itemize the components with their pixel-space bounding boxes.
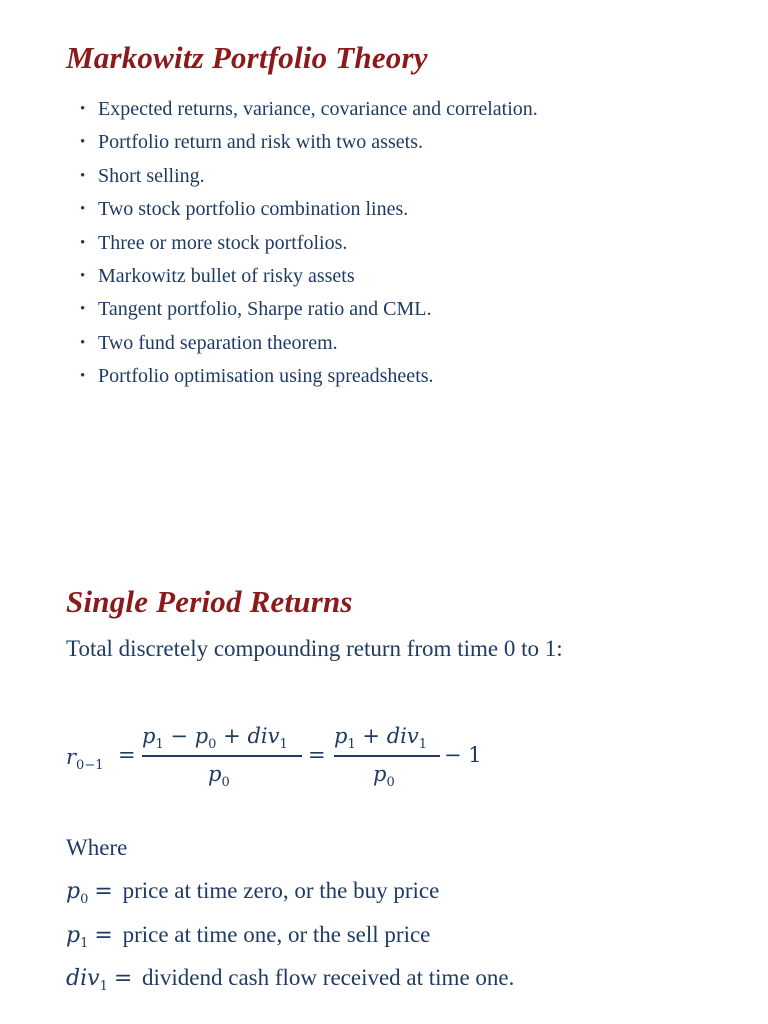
fraction-2-numerator: $p_1 + div_1$ — [334, 724, 428, 752]
equation-tail: − 1 — [444, 743, 482, 767]
bullet-icon: • — [80, 267, 86, 284]
list-item-text: Tangent portfolio, Sharpe ratio and CML. — [98, 298, 432, 321]
lead-paragraph: Total discretely compounding return from time 0 to 1: — [66, 636, 563, 661]
definition-equals: = — [94, 923, 113, 948]
list-item — [80, 327, 538, 360]
bullet-icon: • — [80, 201, 86, 218]
definition-symbol: $p_1$ — [66, 923, 89, 951]
definition-p1 — [66, 922, 430, 951]
list-item-text: Portfolio return and risk with two assets. — [98, 131, 423, 154]
definition-symbol: $p_0$ — [66, 879, 89, 907]
definition-text: price at time one, or the sell price — [122, 922, 431, 947]
fraction-1-denominator: $p_0$ — [208, 762, 230, 790]
bullet-icon: • — [80, 134, 86, 151]
equals-sign: = — [118, 743, 136, 767]
section-title-single-period-returns: Single Period Returns — [66, 584, 353, 619]
list-item-text: Markowitz bullet of risky assets — [98, 264, 355, 287]
list-item — [80, 260, 538, 293]
bullet-icon: • — [80, 334, 86, 351]
list-item — [80, 360, 538, 393]
list-item — [80, 93, 538, 126]
definition-p0 — [66, 878, 439, 907]
fraction-2-denominator: $p_0$ — [373, 762, 395, 790]
list-item — [80, 160, 538, 193]
list-item-text: Portfolio optimisation using spreadsheets. — [98, 365, 434, 388]
list-item-text: Two stock portfolio combination lines. — [98, 198, 409, 221]
topic-bullet-list — [80, 93, 538, 394]
list-item-text: Two fund separation theorem. — [98, 331, 338, 354]
return-equation — [62, 720, 522, 800]
section-title-markowitz: Markowitz Portfolio Theory — [66, 40, 428, 75]
list-item-text: Three or more stock portfolios. — [98, 231, 348, 254]
fraction-2-bar — [334, 755, 440, 757]
definition-text: dividend cash flow received at time one. — [142, 965, 515, 990]
equation-lhs: $r_{0-1}$ — [66, 745, 104, 773]
definition-div1 — [66, 965, 514, 994]
definition-equals: = — [94, 879, 113, 904]
list-item — [80, 227, 538, 260]
bullet-icon: • — [80, 167, 86, 184]
list-item — [80, 293, 538, 326]
bullet-icon: • — [80, 301, 86, 318]
list-item — [80, 193, 538, 226]
bullet-icon: • — [80, 234, 86, 251]
definition-text: price at time zero, or the buy price — [122, 878, 440, 903]
definition-equals: = — [113, 966, 133, 991]
where-label: Where — [66, 835, 128, 860]
definition-symbol: div$_1$ — [66, 966, 108, 994]
fraction-1-bar — [142, 755, 302, 757]
fraction-1-numerator: $p_1 - p_0 + div_1$ — [142, 724, 288, 752]
equals-sign: = — [308, 743, 326, 767]
list-item-text: Short selling. — [98, 164, 205, 187]
list-item — [80, 126, 538, 159]
bullet-icon: • — [80, 101, 86, 117]
bullet-icon: • — [80, 368, 86, 385]
list-item-text: Expected returns, variance, covariance and correlation. — [98, 98, 538, 120]
